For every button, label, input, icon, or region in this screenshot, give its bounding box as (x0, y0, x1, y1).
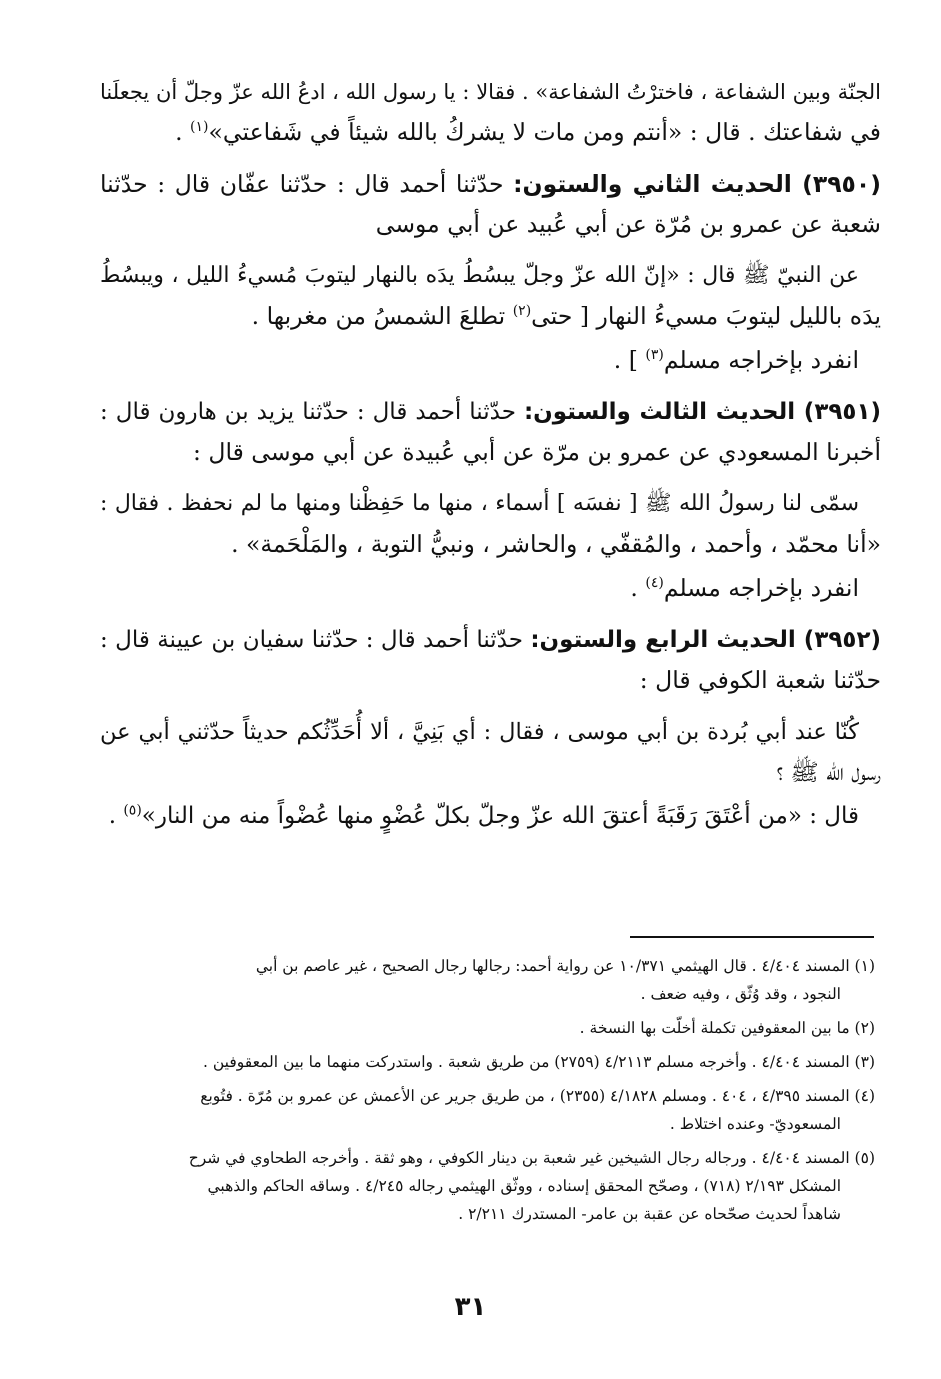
isnad-line: أخبرنا المسعودي عن عمرو بن مرّة عن أبي عُبيدة عن أبي موسى قال : (192, 438, 881, 466)
matn-line: سمّى لنا رسولُ الله ﷺ [ نفسَه ] أسماء ، منها ما حَفِظْنا ومنها ما لم نحفظ . فقال : (100, 491, 859, 516)
hadith-heading: (٣٩٥٢) الحديث الرابع والستون: حدّثنا أحمد قال : حدّثنا سفيان بن عيينة قال : (100, 627, 881, 653)
footnote-ref: (٢) (512, 303, 532, 320)
footnote-5: (٥) المسند ٤/٤٠٤ . ورجاله رجال الشيخين غير شعبة بن دينار الكوفي ، وهو ثقة . وأخرجه الطحاوي في شرح (188, 1149, 875, 1167)
matn-line: رسول الله ﷺ ؟ (776, 758, 881, 786)
footnote-ref: (٤) (645, 575, 664, 592)
isnad-line: شعبة عن عمرو بن مُرّة عن أبي عُبيد عن أبي موسى (375, 210, 881, 238)
main-text (100, 72, 881, 836)
footnote-ref: (٣) (645, 347, 664, 364)
footnote-5-cont: المشكل ٢/١٩٣ (٧١٨) ، وصحّح المحقق إسناده ، ووثّق الهيثمي رجاله ٤/٢٤٥ . وساقه الحاكم والذهبي (207, 1177, 841, 1195)
matn-line: قال : «من أعْتَقَ رَقَبَةً أعتقَ الله عزّ وجلّ بكلّ عُضْوٍ منها عُضْواً منه من النار»$^{(٥)}$ . (108, 802, 859, 829)
text-line: الجنّة وبين الشفاعة ، فاخترْتُ الشفاعة» . فقالا : يا رسول الله ، ادعُ الله عزّ وجلّ أن يجعلَنا (100, 80, 881, 104)
matn-line: يدَه بالليل ليتوبَ مسيءُ النهار [ حتى$^{(٢)}$ تطلعَ الشمسُ من مغربها . (251, 302, 881, 330)
hadith-title: (٣٩٥٠) الحديث الثاني والستون: (513, 170, 881, 198)
takhrij-line: انفرد بإخراجه مسلم$^{(٤)}$ . (630, 574, 859, 602)
footnote-2: (٢) ما بين المعقوفين تكملة أخلّت بها النسخة . (579, 1019, 875, 1037)
matn-line: كُنّا عند أبي بُردة بن أبي موسى ، فقال : أي بَنِيَّ ، ألا أُحَدِّثُكم حديثاً حدّثني أبي عن (100, 719, 859, 745)
footnote-ref: (٥) (123, 802, 142, 819)
hadith-heading: (٣٩٥١) الحديث الثالث والستون: حدّثنا أحمد قال : حدّثنا يزيد بن هارون قال : (100, 399, 881, 425)
footnote-5-cont: شاهداً لحديث صحّحاه عن عقبة بن عامر- المستدرك ٢/٢١١ . (458, 1205, 841, 1223)
footnote-1-cont: النجود ، وقد وُثّق ، وفيه ضعف . (640, 985, 841, 1003)
hadith-heading: (٣٩٥٠) الحديث الثاني والستون: حدّثنا أحمد قال : حدّثنا عفّان قال : حدّثنا (100, 170, 881, 198)
hadith-title: (٣٩٥٢) الحديث الرابع والستون: (530, 627, 881, 653)
matn-line: عن النبيّ ﷺ قال : «إنّ الله عزّ وجلّ يبسُطُ يدَه بالنهار ليتوبَ مُسيءُ الليل ، ويبسُطُ (100, 263, 859, 288)
isnad-line: حدّثنا شعبة الكوفي قال : (639, 666, 881, 694)
footnote-ref: (١) (190, 119, 209, 136)
page-number: ٣١ (454, 1292, 487, 1322)
footnote-1: (١) المسند ٤/٤٠٤ . قال الهيثمي ١٠/٣٧١ عن رواية أحمد: رجالها رجال الصحيح ، غير عاصم بن أبي (255, 957, 875, 975)
footnotes (100, 952, 875, 1234)
footnote-separator (630, 936, 874, 938)
footnote-3: (٣) المسند ٤/٤٠٤ . وأخرجه مسلم ٤/٢١١٣ (٢٧٥٩) من طريق شعبة . واستدركت منهما ما بين المعقوفين . (202, 1053, 875, 1071)
takhrij-line: انفرد بإخراجه مسلم$^{(٣)}$ ] . (613, 346, 859, 374)
hadith-title: (٣٩٥١) الحديث الثالث والستون: (523, 399, 881, 425)
footnote-4-cont: المسعوديّ- وعنده اختلاط . (669, 1115, 841, 1133)
text-line: في شفاعتك . قال : «أنتم ومن مات لا يشركُ بالله شيئاً في شَفاعتي»$^{(١)}$ . (175, 118, 881, 146)
matn-line: «أنا محمّد ، وأحمد ، والمُقفّي ، والحاشر ، ونبيُّ التوبة ، والمَلْحَمة» . (231, 530, 881, 558)
footnote-4: (٤) المسند ٤/٣٩٥ ، ٤٠٤ . ومسلم ٤/١٨٢٨ (٢٣٥٥) ، من طريق جرير عن الأعمش عن عمرو بن مُرّة . فتُوبع (200, 1087, 875, 1105)
